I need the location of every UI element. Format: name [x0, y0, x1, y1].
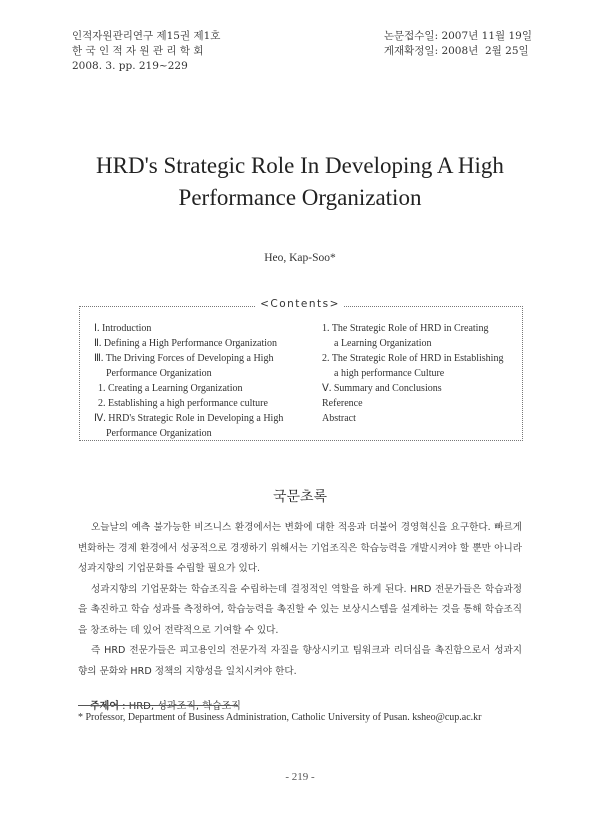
contents-box: [79, 306, 523, 441]
title-line-2: Performance Organization: [178, 185, 422, 210]
keywords-separator: :: [118, 701, 129, 712]
toc-item: Reference: [322, 398, 363, 409]
keywords-value: HRD, 성과조직, 학습조직: [128, 701, 241, 712]
contents-heading: [0, 298, 600, 310]
toc-item: Ⅱ. Defining a High Performance Organization: [94, 338, 278, 349]
toc-item: 2. The Strategic Role of HRD in Establishing: [322, 353, 504, 364]
issue-pages: 2008. 3. pp. 219~229: [72, 60, 188, 72]
toc-item: a Learning Organization: [334, 338, 432, 349]
toc-item: Ⅴ. Summary and Conclusions: [322, 383, 442, 394]
contents-left-column: [94, 321, 314, 441]
abstract-body: [78, 518, 522, 682]
toc-item: 1. Creating a Learning Organization: [98, 383, 243, 394]
title-line-1: HRD's Strategic Role In Developing A High: [96, 153, 504, 178]
keywords-label: 주제어: [90, 701, 119, 712]
toc-item: Performance Organization: [106, 428, 212, 439]
toc-item: Ⅰ. Introduction: [94, 323, 152, 334]
contents-right-column: [322, 321, 522, 426]
accepted-date: 게재확정일: 2008년 2월 25일: [383, 45, 529, 57]
abstract-paragraph: 오늘날의 예측 불가능한 비즈니스 환경에서는 변화에 대한 적응과 더불어 경영혁신을 요구한다. 빠르게 변화하는 경제 환경에서 성공적으로 경쟁하기 위해서는 기업조직은 학습능력을 개발시켜야 할 뿐만 아니라 성과지향의 기업문화를 수립할 필요가 있다.: [78, 522, 522, 574]
paper-title: [0, 150, 600, 214]
toc-item: Abstract: [322, 413, 356, 424]
page-number: - 219 -: [285, 771, 315, 783]
submission-dates: [384, 29, 532, 59]
received-date: 논문접수일: 2007년 11월 19일: [383, 30, 532, 42]
footnote-rule: [78, 705, 238, 706]
toc-item: a high performance Culture: [334, 368, 445, 379]
author-name: Heo, Kap-Soo*: [264, 252, 336, 264]
toc-item: Ⅲ. The Driving Forces of Developing a High: [94, 353, 274, 364]
contents-heading-text: <Contents>: [256, 298, 344, 310]
toc-item: Performance Organization: [106, 368, 212, 379]
abstract-paragraph: 성과지향의 기업문화는 학습조직을 수립하는데 결정적인 역할을 하게 된다. HRD 전문가들은 학습과정을 촉진하고 학습 성과를 측정하여, 학습능력을 촉진할 수 있는 보상시스템을 설계하는 것을 통해 학습조직을 창조하는 데 있어 전략적으로 기여할 수 있다.: [78, 583, 522, 636]
toc-item: 2. Establishing a high performance culture: [98, 398, 268, 409]
toc-item: Ⅳ. HRD's Strategic Role in Developing a High: [94, 413, 284, 424]
abstract-paragraph: 즉 HRD 전문가들은 피고용인의 전문가적 자질을 향상시키고 팀워크과 리더십을 촉진함으로서 성과지향의 문화와 HRD 정책의 지향성을 일치시켜야 한다.: [78, 645, 522, 677]
toc-item: 1. The Strategic Role of HRD in Creating: [322, 323, 489, 334]
abstract-heading: 국문초록: [272, 489, 328, 505]
journal-name: 인적자원관리연구 제15권 제1호: [72, 30, 221, 42]
journal-info: [72, 29, 220, 74]
society-name: 한 국 인 적 자 원 관 리 학 회: [72, 45, 204, 57]
author-footnote: * Professor, Department of Business Administration, Catholic University of Pusan. ksheo@cup.ac.kr: [78, 712, 482, 723]
